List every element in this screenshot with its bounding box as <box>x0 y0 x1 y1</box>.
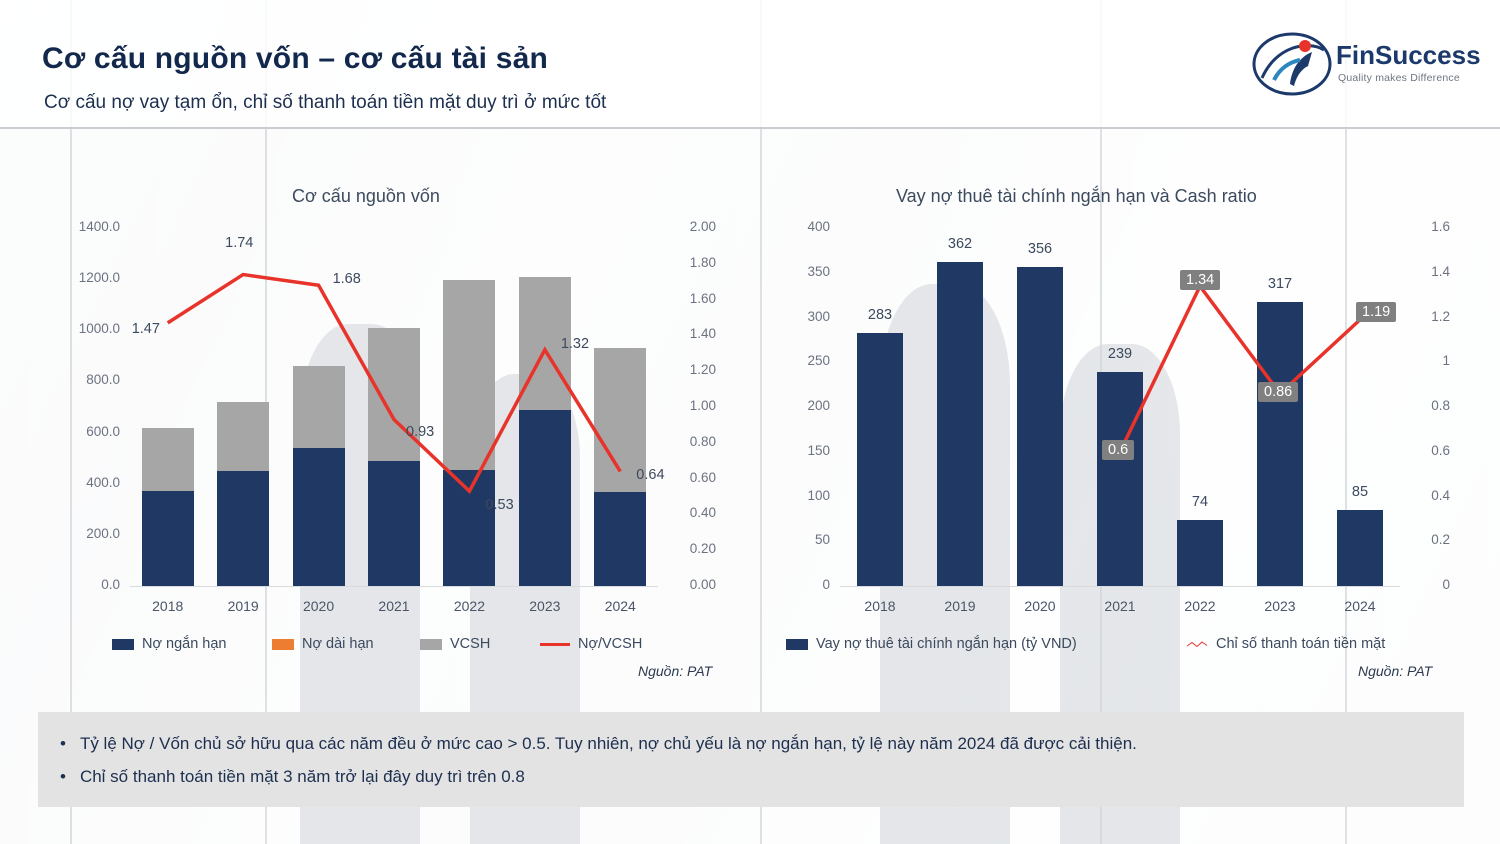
line-point-label-box: 1.19 <box>1356 302 1396 322</box>
notes-box <box>38 712 1464 807</box>
line-point-label: 0.93 <box>406 423 435 440</box>
legend-label: Nợ/VCSH <box>578 636 643 652</box>
x-axis-category-label: 2020 <box>302 598 335 614</box>
line-point-label-box: 0.6 <box>1102 440 1134 460</box>
y-axis-tick-label: 1000.0 <box>78 321 120 337</box>
bullet-icon: • <box>60 734 66 753</box>
x-axis-category-label: 2023 <box>529 598 561 614</box>
bullet-icon: • <box>60 767 66 786</box>
y2-axis-tick-label: 1.00 <box>689 398 716 413</box>
page-subtitle: Cơ cấu nợ vay tạm ổn, chỉ số thanh toán tiền mặt duy trì ở mức tốt <box>44 92 607 113</box>
x-axis-category-label: 2022 <box>453 598 485 614</box>
bar-value-label: 317 <box>1267 276 1293 293</box>
legend-label: Vay nợ thuê tài chính ngắn hạn (tỷ VND) <box>816 636 1077 652</box>
y-axis-tick-label: 200.0 <box>86 525 120 541</box>
logo-text-success: Success <box>1375 40 1481 70</box>
bar-value-label: 85 <box>1351 483 1369 500</box>
y2-axis-tick-label: 1.20 <box>689 362 716 378</box>
y-axis-tick-label: 300 <box>807 308 830 324</box>
y2-axis-tick-label: 0.20 <box>689 541 716 557</box>
legend-label: Nợ dài hạn <box>302 636 374 652</box>
y2-axis-tick-label: 1.4 <box>1431 263 1450 279</box>
line-point-label: 0.64 <box>636 467 665 484</box>
left-chart-source: Nguồn: PAT <box>638 663 713 679</box>
x-axis-category-label: 2024 <box>604 598 636 614</box>
y2-axis-tick-label: 0.40 <box>689 505 716 521</box>
x-axis-category-label: 2021 <box>378 598 410 614</box>
right-legend-item-vay-no <box>786 636 1077 652</box>
y-axis-tick-label: 600.0 <box>86 423 120 439</box>
note-item-1 <box>60 734 1440 754</box>
line-point-label: 1.68 <box>332 271 361 288</box>
y-axis-tick-label: 1400.0 <box>78 219 120 234</box>
line-point-label-box: 0.86 <box>1258 382 1298 402</box>
y-axis-tick-label: 0.0 <box>101 577 120 592</box>
x-axis-category-label: 2021 <box>1104 598 1136 614</box>
y-axis-tick-label: 150 <box>807 442 830 458</box>
y-axis-tick-label: 800.0 <box>86 372 120 388</box>
y2-axis-tick-label: 1.2 <box>1431 308 1450 324</box>
y-axis-tick-label: 250 <box>807 353 830 369</box>
note-text: Tỷ lệ Nợ / Vốn chủ sở hữu qua các năm đều ở mức cao > 0.5. Tuy nhiên, nợ chủ yếu là nợ ngắn hạn, tỷ lệ này năm 2024 đã được cải thiện. <box>79 734 1137 753</box>
y-axis-tick-label: 400 <box>807 219 830 234</box>
line-point-label: 0.53 <box>485 497 514 514</box>
y-axis-tick-label: 50 <box>814 532 830 548</box>
y-axis-tick-label: 1200.0 <box>78 270 120 286</box>
y-axis-tick-label: 200 <box>807 398 830 413</box>
x-axis-category-label: 2022 <box>1184 598 1216 614</box>
y2-axis-tick-label: 0.80 <box>689 433 716 449</box>
x-axis-category-label: 2018 <box>864 598 896 614</box>
x-axis-category-label: 2019 <box>944 598 976 614</box>
note-item-2 <box>60 767 1440 787</box>
legend-label: VCSH <box>450 636 491 652</box>
bar-value-label: 356 <box>1027 241 1053 258</box>
x-axis-category-label: 2019 <box>227 598 259 614</box>
legend-swatch-navy <box>786 639 808 650</box>
line-point-label: 1.74 <box>225 234 254 251</box>
logo-text-fin: Fin <box>1336 40 1375 70</box>
x-axis-category-label: 2018 <box>152 598 184 614</box>
bar-value-label: 74 <box>1191 493 1209 510</box>
bar-value-label: 239 <box>1107 346 1133 363</box>
bar-value-label: 283 <box>867 306 893 323</box>
y2-axis-tick-label: 0.4 <box>1431 487 1450 503</box>
y2-axis-tick-label: 1 <box>1442 353 1450 369</box>
y2-axis-tick-label: 1.6 <box>1431 219 1450 234</box>
right-chart-title: Vay nợ thuê tài chính ngắn hạn và Cash ratio <box>896 186 1257 206</box>
x-axis-category-label: 2023 <box>1264 598 1296 614</box>
x-axis-category-label: 2020 <box>1024 598 1056 614</box>
y-axis-tick-label: 400.0 <box>86 474 120 490</box>
legend-label: Nợ ngắn hạn <box>142 636 227 652</box>
note-text: Chỉ số thanh toán tiền mặt 3 năm trở lại đây duy trì trên 0.8 <box>79 767 525 786</box>
line-point-label: 1.47 <box>131 320 160 337</box>
x-axis-category-label: 2024 <box>1344 598 1376 614</box>
legend-swatch-line-icon <box>1186 639 1208 650</box>
page-title: Cơ cấu nguồn vốn – cơ cấu tài sản <box>42 42 549 75</box>
y2-axis-tick-label: 0 <box>1442 577 1450 592</box>
y2-axis-tick-label: 0.6 <box>1431 442 1450 458</box>
right-chart-source: Nguồn: PAT <box>1358 663 1433 679</box>
y-axis-tick-label: 100 <box>807 487 830 503</box>
y2-axis-tick-label: 0.00 <box>689 577 716 592</box>
line-point-label-box: 1.34 <box>1180 270 1220 290</box>
y2-axis-tick-label: 0.2 <box>1431 532 1450 548</box>
legend-label: Chỉ số thanh toán tiền mặt <box>1216 636 1386 652</box>
bar-value-label: 362 <box>947 236 973 252</box>
line-point-label: 1.32 <box>560 335 590 352</box>
right-legend-item-cash-ratio <box>1186 636 1385 652</box>
y2-axis-tick-label: 1.80 <box>689 254 716 270</box>
y-axis-tick-label: 0 <box>822 577 830 592</box>
left-chart-title: Cơ cấu nguồn vốn <box>292 186 440 206</box>
y2-axis-tick-label: 0.60 <box>689 469 716 485</box>
y2-axis-tick-label: 2.00 <box>689 219 716 234</box>
y2-axis-tick-label: 1.60 <box>689 290 716 306</box>
y-axis-tick-label: 350 <box>807 263 830 279</box>
y2-axis-tick-label: 0.8 <box>1431 398 1450 413</box>
y2-axis-tick-label: 1.40 <box>689 326 716 342</box>
logo-tagline: Quality makes Difference <box>1338 72 1460 84</box>
